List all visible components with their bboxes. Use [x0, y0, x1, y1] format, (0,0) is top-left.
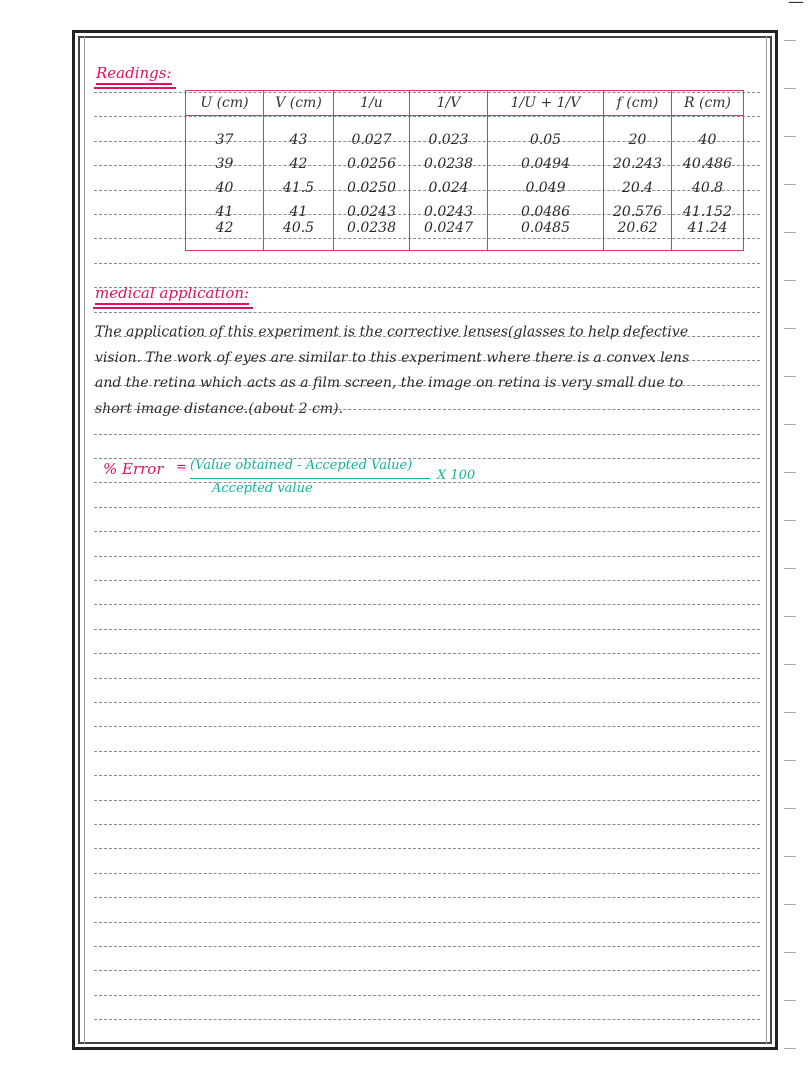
- cell-inv-v: 0.023: [410, 116, 488, 149]
- cell-u: 42: [186, 220, 264, 251]
- cell-v: 43: [264, 116, 334, 149]
- ruled-line: [94, 482, 760, 483]
- cell-inv-v: 0.024: [410, 172, 488, 196]
- ruled-line: [94, 995, 760, 996]
- error-formula-multiplier: X 100: [437, 468, 476, 483]
- ruled-line: [94, 775, 760, 776]
- column-header-u: U (cm): [186, 91, 264, 116]
- edge-tick-mark: [784, 712, 796, 713]
- edge-tick-mark: [784, 136, 796, 137]
- paragraph-line: The application of this experiment is the corrective lenses(glasses to help defective: [95, 324, 689, 340]
- ruled-line: [94, 629, 760, 630]
- medical-application-paragraph: [95, 320, 765, 422]
- percent-error-equals: =: [176, 460, 187, 475]
- cell-inv-v: 0.0247: [410, 220, 488, 251]
- cell-u: 41: [186, 196, 264, 220]
- ruled-line: [94, 702, 760, 703]
- cell-inv-u: 0.0238: [334, 220, 410, 251]
- edge-tick-mark: [784, 952, 796, 953]
- cell-f: 20.576: [604, 196, 672, 220]
- edge-tick-mark: [784, 280, 796, 281]
- cell-v: 40.5: [264, 220, 334, 251]
- ruled-line: [94, 970, 760, 971]
- ruled-line: [94, 604, 760, 605]
- cell-r: 40: [672, 116, 744, 149]
- cell-u: 40: [186, 172, 264, 196]
- cell-inv-v: 0.0238: [410, 148, 488, 172]
- cell-sum: 0.0486: [488, 196, 604, 220]
- ruled-line: [94, 1019, 760, 1020]
- edge-tick-mark: [784, 40, 796, 41]
- percent-error-label: % Error: [103, 460, 164, 478]
- right-margin-line: [766, 36, 767, 1044]
- cell-v: 42: [264, 148, 334, 172]
- edge-tick-mark: [784, 856, 796, 857]
- edge-tick-mark: [784, 664, 796, 665]
- cell-inv-u: 0.027: [334, 116, 410, 149]
- cell-r: 41.24: [672, 220, 744, 251]
- ruled-line: [94, 848, 760, 849]
- cell-f: 20.62: [604, 220, 672, 251]
- column-header-inv-u: 1/u: [334, 91, 410, 116]
- cell-sum: 0.049: [488, 172, 604, 196]
- cell-f: 20.4: [604, 172, 672, 196]
- column-header-r: R (cm): [672, 91, 744, 116]
- cell-f: 20.243: [604, 148, 672, 172]
- cell-v: 41: [264, 196, 334, 220]
- cell-sum: 0.0494: [488, 148, 604, 172]
- cell-v: 41.5: [264, 172, 334, 196]
- column-header-inv-v: 1/V: [410, 91, 488, 116]
- edge-tick-mark: [784, 88, 796, 89]
- paragraph-line: short image distance.(about 2 cm).: [95, 400, 344, 417]
- ruled-line: [94, 751, 760, 752]
- edge-tick-mark: [784, 376, 796, 377]
- edge-tick-mark: [784, 808, 796, 809]
- ruled-line: [94, 556, 760, 557]
- ruled-line: [94, 800, 760, 801]
- edge-tick-mark: [784, 1048, 796, 1049]
- error-formula-fraction-bar: [190, 478, 430, 479]
- ruled-line: [94, 653, 760, 654]
- ruled-line: [94, 312, 760, 313]
- ruled-line: [94, 434, 760, 435]
- page-number: —: [788, 0, 804, 11]
- ruled-line: [94, 946, 760, 947]
- ruled-line: [94, 531, 760, 532]
- cell-inv-u: 0.0256: [334, 148, 410, 172]
- ruled-line: [94, 263, 760, 264]
- paragraph-line: vision. The work of eyes are similar to this experiment where there is a convex lens: [95, 349, 690, 366]
- ruled-line: [94, 922, 760, 923]
- edge-tick-mark: [784, 760, 796, 761]
- error-formula-numerator: (Value obtained - Accepted Value): [190, 458, 413, 473]
- left-margin-line: [84, 36, 85, 1044]
- cell-u: 39: [186, 148, 264, 172]
- ruled-line: [94, 824, 760, 825]
- ruled-line: [94, 873, 760, 874]
- ruled-line: [94, 726, 760, 727]
- edge-tick-mark: [784, 424, 796, 425]
- cell-r: 40.8: [672, 172, 744, 196]
- table-header-row: [186, 91, 744, 116]
- ruled-line: [94, 580, 760, 581]
- cell-sum: 0.05: [488, 116, 604, 149]
- cell-inv-u: 0.0243: [334, 196, 410, 220]
- table-row: [186, 196, 744, 220]
- column-header-f: f (cm): [604, 91, 672, 116]
- cell-r: 41.152: [672, 196, 744, 220]
- cell-u: 37: [186, 116, 264, 149]
- edge-tick-mark: [784, 328, 796, 329]
- edge-tick-mark: [784, 184, 796, 185]
- edge-tick-mark: [784, 232, 796, 233]
- edge-tick-mark: [784, 520, 796, 521]
- readings-table: [185, 90, 744, 251]
- column-header-v: V (cm): [264, 91, 334, 116]
- table-row: [186, 220, 744, 251]
- ruled-line: [94, 897, 760, 898]
- cell-f: 20: [604, 116, 672, 149]
- ruled-line: [94, 678, 760, 679]
- table-row: [186, 172, 744, 196]
- cell-inv-v: 0.0243: [410, 196, 488, 220]
- edge-tick-mark: [784, 616, 796, 617]
- edge-tick-mark: [784, 472, 796, 473]
- edge-tick-mark: [784, 904, 796, 905]
- ruled-line: [94, 507, 760, 508]
- table-row: [186, 116, 744, 149]
- column-header-sum: 1/U + 1/V: [488, 91, 604, 116]
- error-formula-denominator: Accepted value: [212, 481, 313, 496]
- paragraph-line: and the retina which acts as a film screen, the image on retina is very small due to: [95, 375, 684, 391]
- table-row: [186, 148, 744, 172]
- edge-tick-mark: [784, 568, 796, 569]
- readings-heading: Readings:: [96, 64, 172, 85]
- edge-tick-mark: [784, 1000, 796, 1001]
- cell-sum: 0.0485: [488, 220, 604, 251]
- cell-r: 40.486: [672, 148, 744, 172]
- medical-application-heading: medical application:: [95, 284, 249, 305]
- cell-inv-u: 0.0250: [334, 172, 410, 196]
